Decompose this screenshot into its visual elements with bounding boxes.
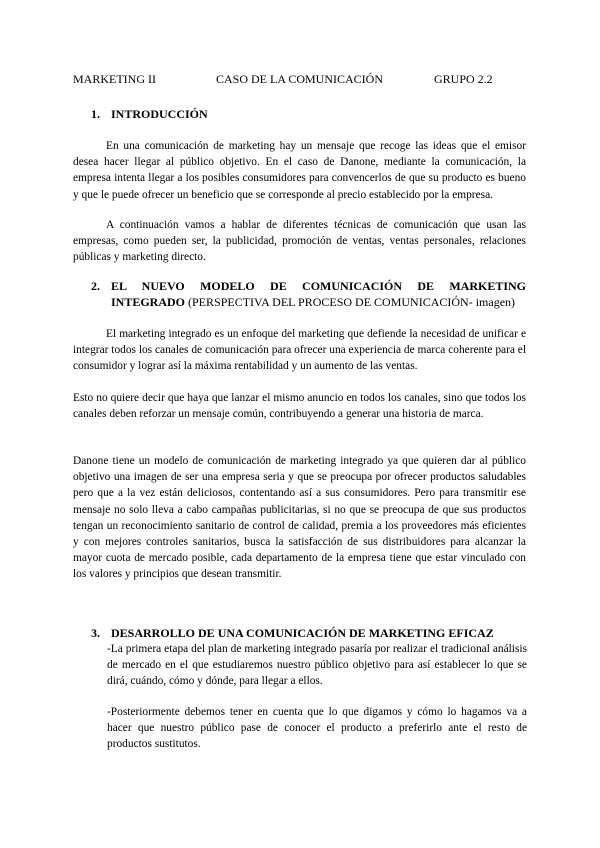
section-3-heading (91, 625, 494, 641)
section-1-number: 1. (91, 107, 100, 121)
section-3-title: DESARROLLO DE UNA COMUNICACIÓN DE MARKETING EFICAZ (111, 626, 494, 640)
section-3-paragraph-2: -Posteriormente debemos tener en cuenta que lo que digamos y cómo lo hagamos va a hacer que nuestro público pase de conocer el producto a preferirlo ante el resto de productos sustitutos. (107, 706, 527, 751)
section-1-paragraph-1: En una comunicación de marketing hay un mensaje que recoge las ideas que el emisor desea hacer llegar al público objetivo. En el caso de Danone, mediante la comunicación, la empresa intenta llegar a los posibles consumidores para convencerlos de que su producto es bueno y que le puede ofrecer un beneficio que se corresponde al precio establecido por la empresa. (73, 140, 526, 201)
header-title: CASO DE LA COMUNICACIÓN (216, 72, 384, 86)
section-2-paragraph-3: Danone tiene un modelo de comunicación de marketing integrado ya que quieren dar al público objetivo una imagen de ser una empresa seria y que se preocupa por ofrecer productos saludables pero que a la vez están deliciosos, contentando así a sus consumidores. Pero para transmitir ese mensaje no solo lleva a cabo campañas publicitarias, si no que se preocupa de que sus productos tengan un reconocimiento sanitario de control de calidad, premia a los proveedores más eficientes y con mejores controles sanitarios, busca la satisfacción de sus distribuidores para alcanzar la mayor cuota de mercado posible, cada departamento de la empresa tiene que estar vinculado con los valores y principios que desean transmitir. (73, 455, 526, 581)
section-3-paragraph-1: -La primera etapa del plan de marketing integrado pasaría por realizar el tradicional análisis de mercado en el que estudiaremos nuestro público objetivo para así establecer lo que se dirá, cuándo, cómo y dónde, para llegar a ellos. (107, 643, 527, 688)
section-1-paragraph-2: A continuación vamos a hablar de diferentes técnicas de comunicación que usan las empresas, como pueden ser, la publicidad, promoción de ventas, ventas personales, relaciones públicas y marketing directo. (73, 219, 526, 264)
section-2-title: EL NUEVO MODELO DE COMUNICACIÓN DE MARKETING INTEGRADO (111, 279, 526, 309)
section-2-paragraph-1: El marketing integrado es un enfoque del marketing que defiende la necesidad de unificar e integrar todos los canales de comunicación para ofrecer una experiencia de marca coherente para el consumidor y lograr así la máxima rentabilidad y un aumento de las ventas. (73, 328, 526, 373)
section-2-paragraph-2: Esto no quiere decir que haya que lanzar el mismo anuncio en todos los canales, sino que todos los canales deben reforzar un mensaje común, contribuyendo a generar una historia de marca. (73, 392, 526, 421)
section-2-heading (91, 278, 526, 310)
section-2-subtitle: (PERSPECTIVA DEL PROCESO DE COMUNICACIÓN- imagen) (188, 295, 516, 309)
section-1-title: INTRODUCCIÓN (111, 107, 208, 121)
section-2-number: 2. (91, 279, 100, 293)
section-1-heading (91, 106, 208, 122)
header-group: GRUPO 2.2 (434, 72, 493, 86)
header-subject: MARKETING II (73, 72, 156, 86)
section-3-number: 3. (91, 626, 100, 640)
